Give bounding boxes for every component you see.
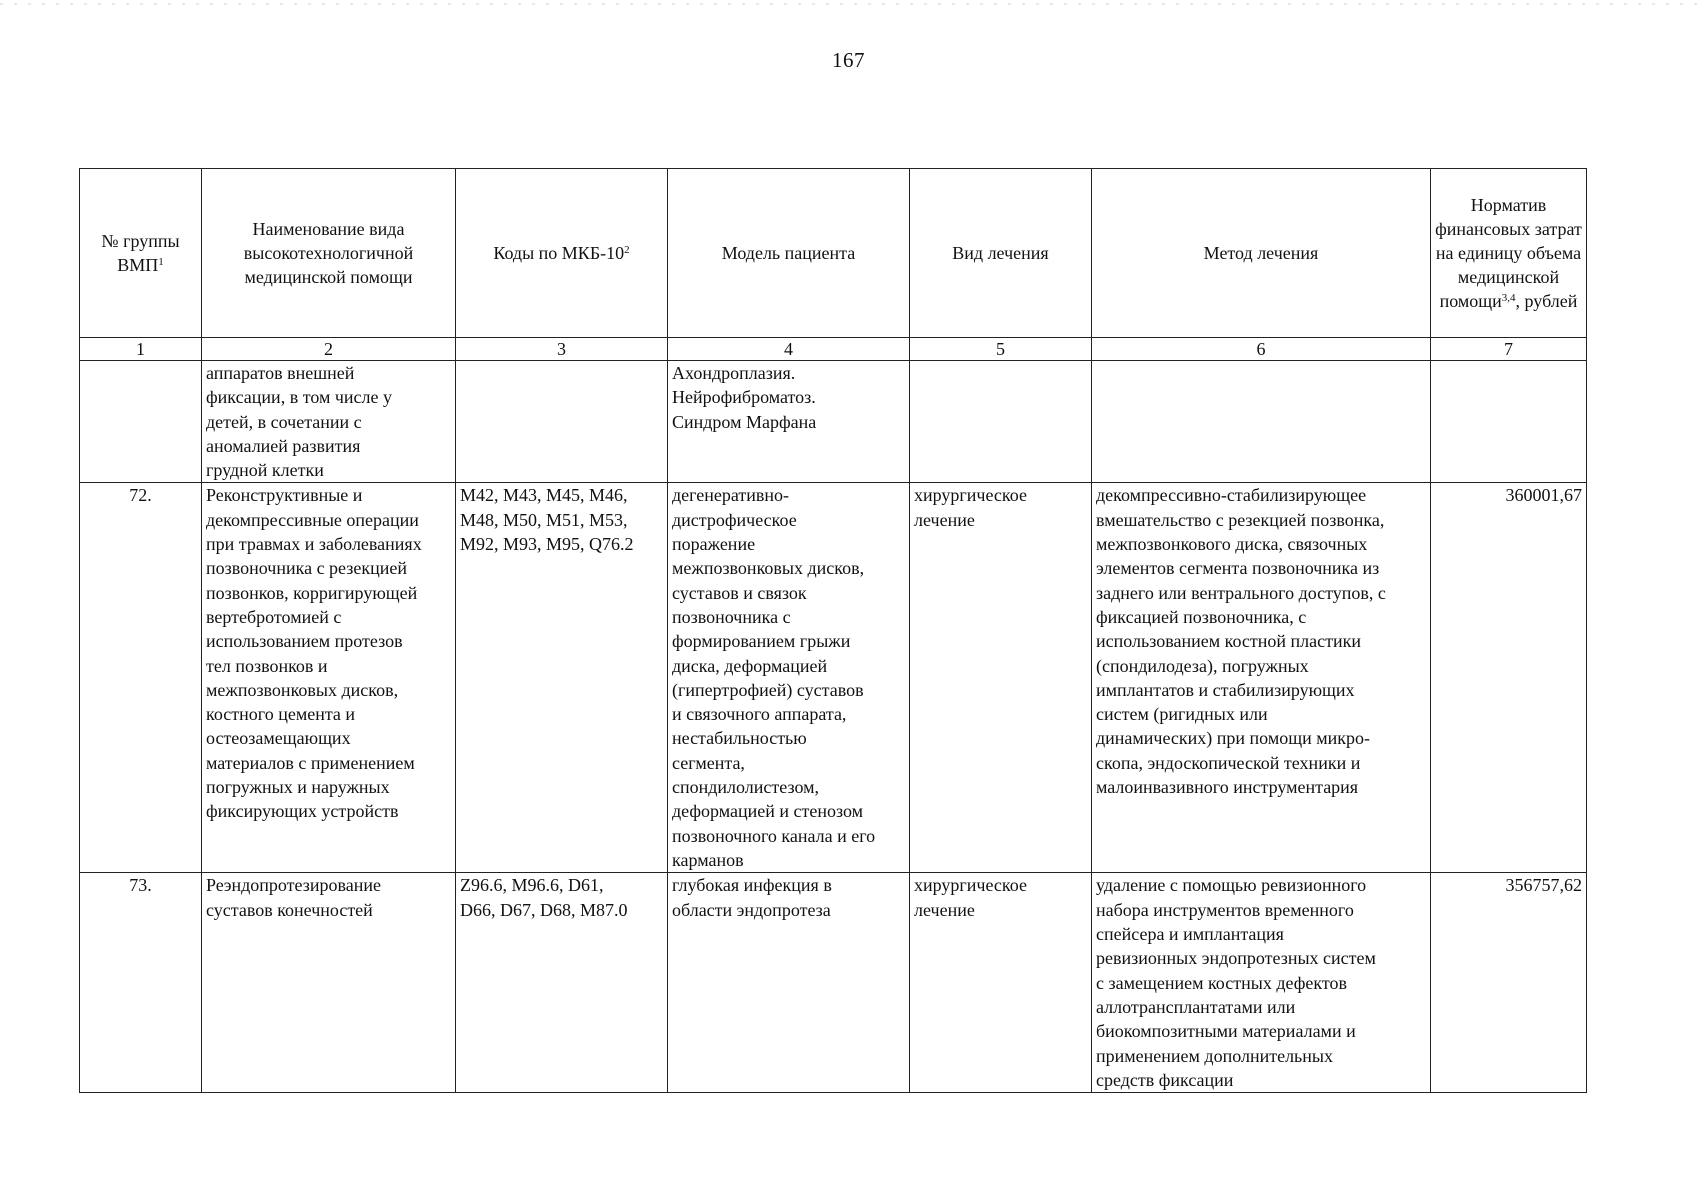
cell-name: аппаратов внешней фиксации, в том числе у детей, в сочетании с аномалией развития грудной клетки bbox=[202, 361, 456, 483]
table-row bbox=[80, 873, 1587, 1093]
cell-codes: Z96.6, M96.6, D61, D66, D67, D68, M87.0 bbox=[456, 873, 668, 1093]
cell-method: удаление с помощью ревизионного набора инструментов временного спейсера и имплантация ревизионных эндопротезных систем с замещением костных дефектов аллотрансплантатами или биокомпозитными материалами и применением дополнительных средств фиксации bbox=[1092, 873, 1431, 1093]
header-treatment-type: Вид лечения bbox=[910, 169, 1092, 338]
cell-model: Ахондроплазия. Нейрофиброматоз. Синдром Марфана bbox=[668, 361, 910, 483]
cell-treatment: хирургическое лечение bbox=[910, 873, 1092, 1093]
column-number: 7 bbox=[1431, 338, 1587, 361]
cell-name: Реэндопротезирование суставов конечностей bbox=[202, 873, 456, 1093]
column-number: 1 bbox=[80, 338, 202, 361]
cell-cost bbox=[1431, 361, 1587, 483]
column-number: 6 bbox=[1092, 338, 1431, 361]
scan-edge-noise bbox=[0, 3, 1697, 5]
header-treatment-method: Метод лечения bbox=[1092, 169, 1431, 338]
header-patient-model: Модель пациента bbox=[668, 169, 910, 338]
column-number: 3 bbox=[456, 338, 668, 361]
column-number: 4 bbox=[668, 338, 910, 361]
cell-treatment bbox=[910, 361, 1092, 483]
cell-name: Реконструктивные и декомпрессивные операции при травмах и заболеваниях позвоночника с резекцией позвонков, корригирующей вертебротомией с использованием протезов тел позвонков и межпозвонковых дисков, костного цемента и остеозамещающих материалов с применением погружных и наружных фиксирующих устройств bbox=[202, 483, 456, 873]
table-row bbox=[80, 483, 1587, 873]
cell-cost: 356757,62 bbox=[1431, 873, 1587, 1093]
cell-model: глубокая инфекция в области эндопротеза bbox=[668, 873, 910, 1093]
cell-group: 73. bbox=[80, 873, 202, 1093]
table-row bbox=[80, 361, 1587, 483]
column-number: 2 bbox=[202, 338, 456, 361]
cell-group bbox=[80, 361, 202, 483]
cell-treatment: хирургическое лечение bbox=[910, 483, 1092, 873]
cell-method: декомпрессивно-стабилизирующее вмешательство с резекцией позвонка, межпозвонкового диска, связочных элементов сегмента позвоночника из заднего или вентрального доступов, с фиксацией позвоночника, с использованием костной пластики (спондилодеза), погружных имплантатов и стабилизирующих систем (ригидных или динамических) при помощи микро- скопа, эндоскопической техники и малоинвазивного инструментария bbox=[1092, 483, 1431, 873]
column-number: 5 bbox=[910, 338, 1092, 361]
cell-group: 72. bbox=[80, 483, 202, 873]
table-header-row bbox=[80, 169, 1587, 338]
cell-codes: M42, M43, M45, M46, M48, M50, M51, M53, M92, M93, M95, Q76.2 bbox=[456, 483, 668, 873]
header-cost-standard: Норматив финансовых затрат на единицу объема медицинской помощи$^{3,4}$, рублей bbox=[1431, 169, 1587, 338]
page-number: 167 bbox=[832, 48, 865, 72]
header-icd-codes: Коды по МКБ-$10^2$ bbox=[456, 169, 668, 338]
header-care-type-name: Наименование вида высокотехнологичной медицинской помощи bbox=[202, 169, 456, 338]
vmp-table bbox=[79, 168, 1587, 1093]
cell-cost: 360001,67 bbox=[1431, 483, 1587, 873]
cell-method bbox=[1092, 361, 1431, 483]
cell-model: дегенеративно- дистрофическое поражение межпозвонковых дисков, суставов и связок позвоночника с формированием грыжи диска, деформацией (гипертрофией) суставов и связочного аппарата, нестабильностью сегмента, спондилолистезом, деформацией и стенозом позвоночного канала и его карманов bbox=[668, 483, 910, 873]
header-group-number: № группы ВМП$^1$ bbox=[80, 169, 202, 338]
column-number-row bbox=[80, 338, 1587, 361]
cell-codes bbox=[456, 361, 668, 483]
